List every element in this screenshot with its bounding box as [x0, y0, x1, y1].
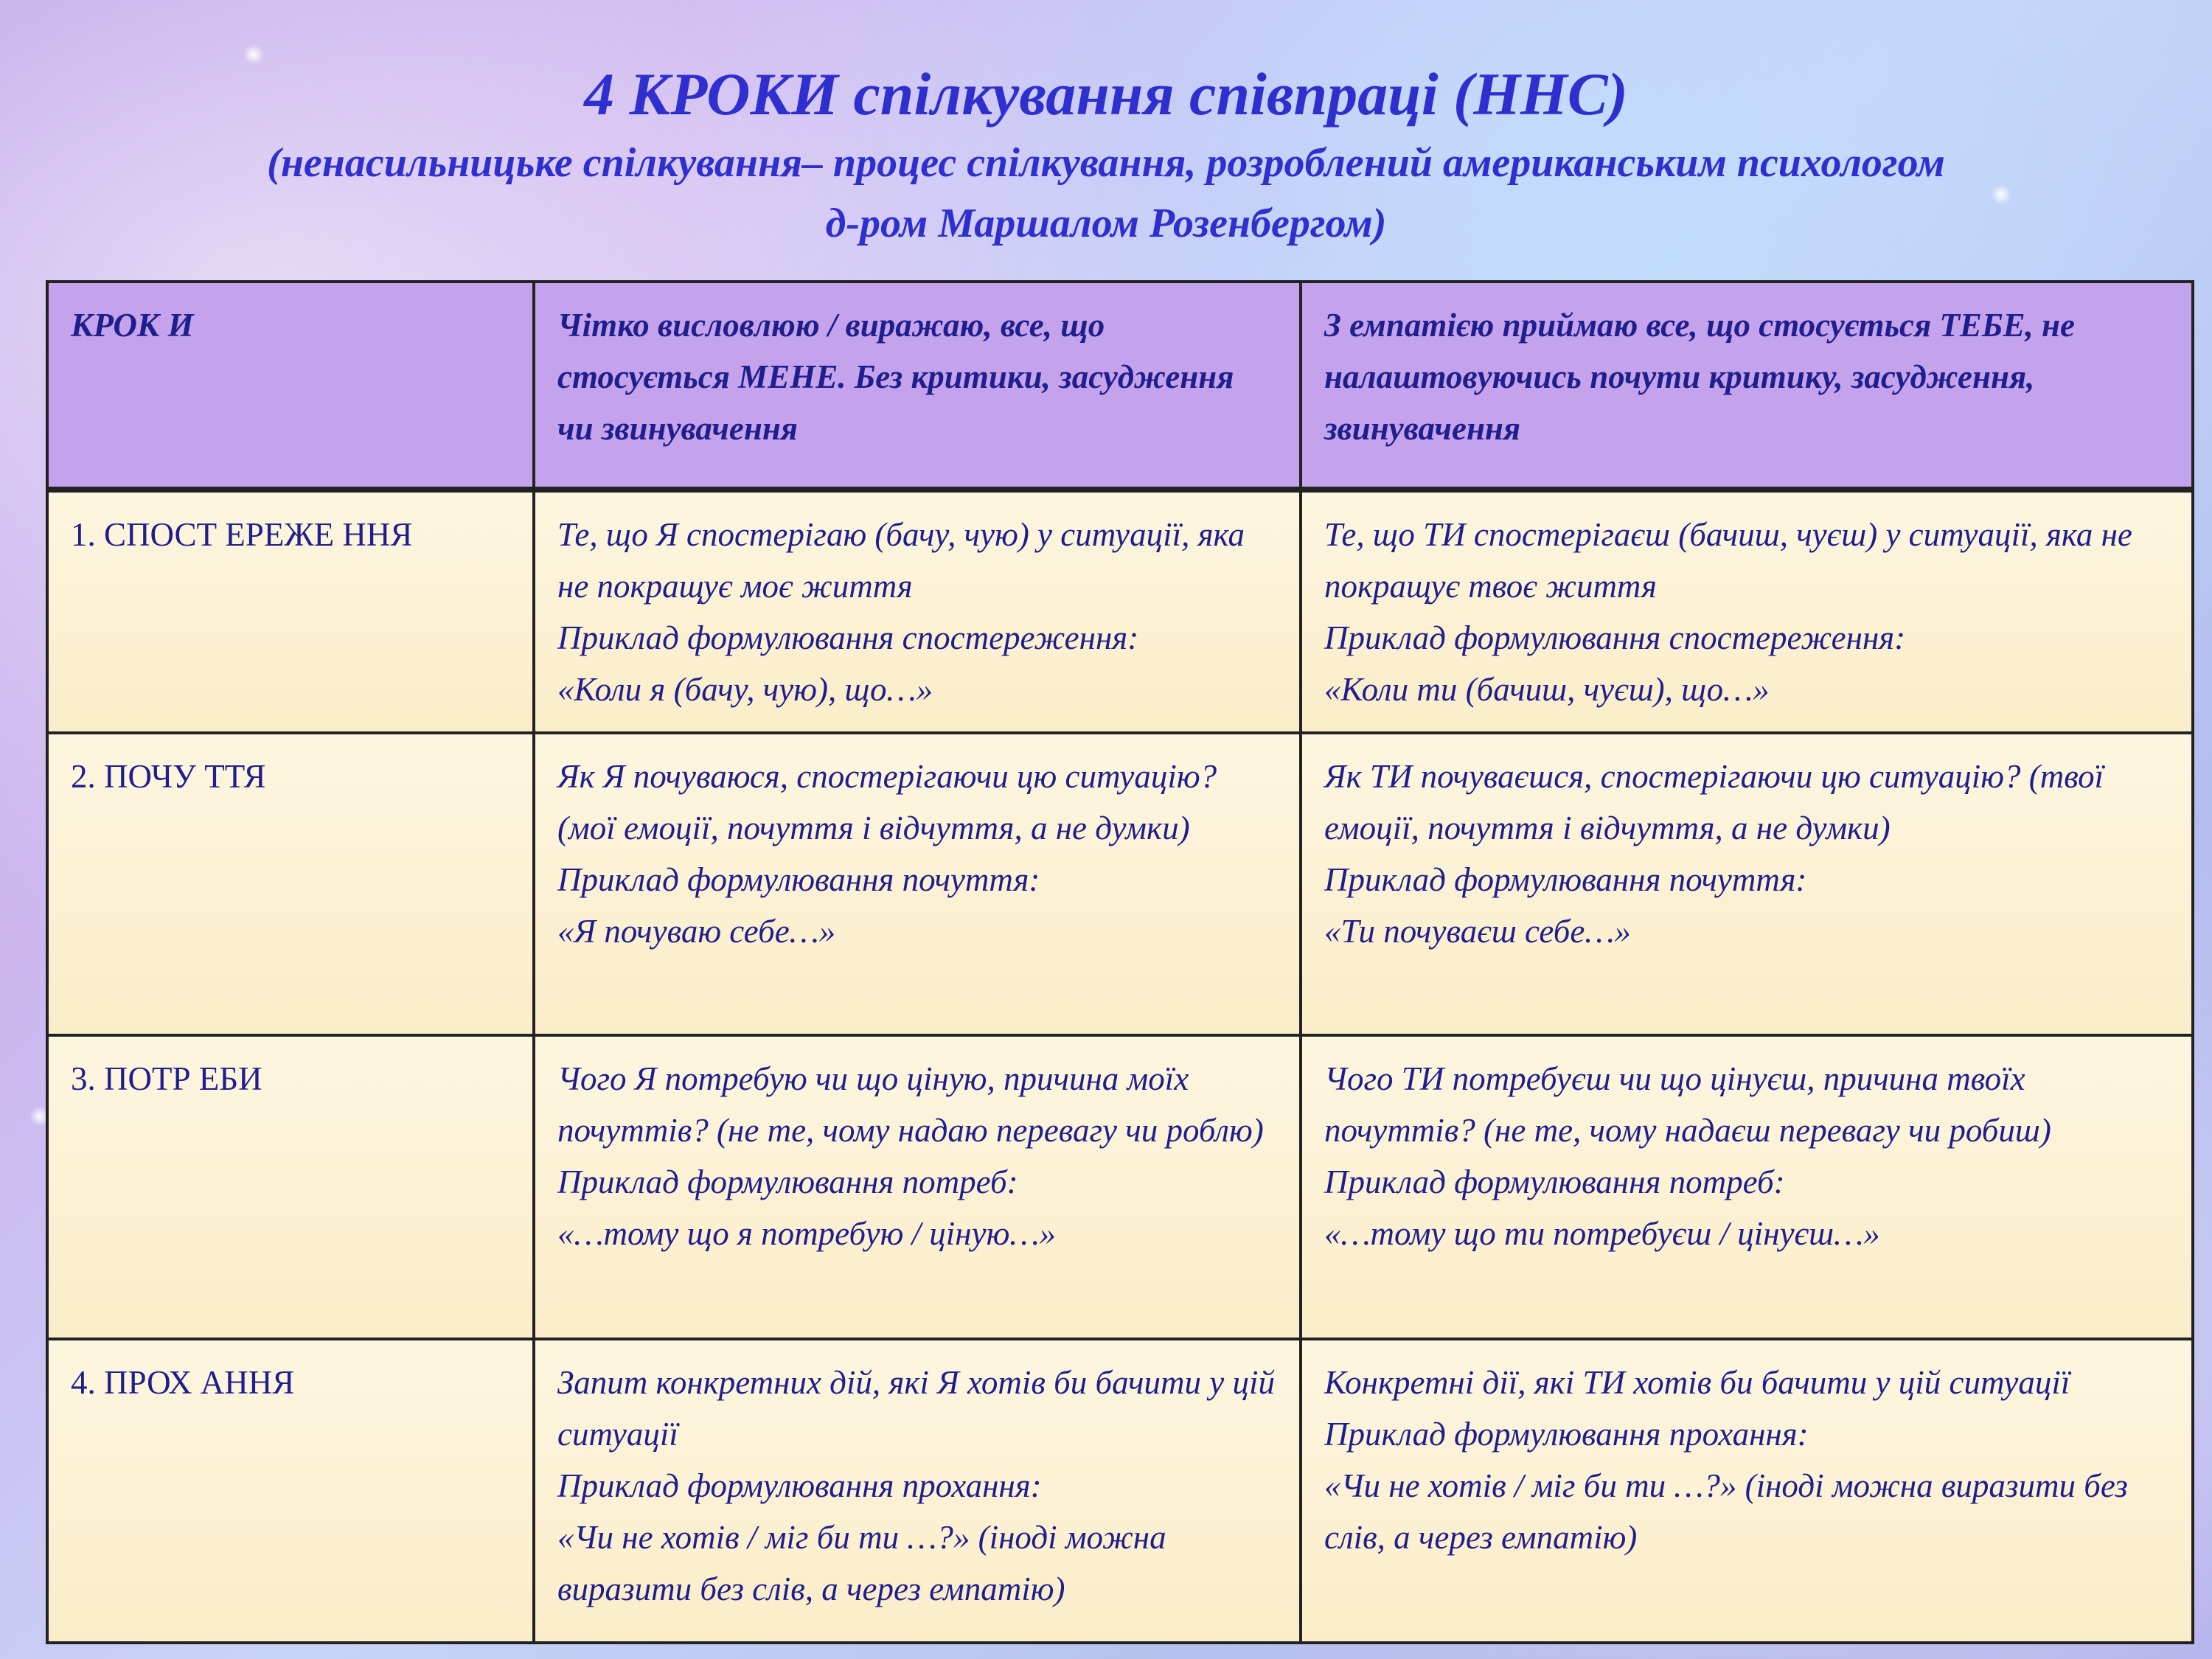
- step-cell: 1. СПОСТ ЕРЕЖЕ ННЯ: [47, 490, 534, 733]
- cell-text: Як ТИ почуваєшся, спостерігаючи цю ситуацію? (твої емоції, почуття і відчуття, а не думки): [1324, 758, 2104, 846]
- cell-text: «Я почуваю себе…»: [557, 913, 836, 950]
- cell-text: Приклад формулювання прохання:: [557, 1467, 1042, 1504]
- subtitle-line: (ненасильницьке спілкування– процес спілкування, розроблений американським психологом: [267, 140, 1945, 186]
- slide-subtitle: [133, 133, 2079, 254]
- header-steps: КРОК И: [47, 282, 534, 490]
- header-you: З емпатією приймаю все, що стосується ТЕБЕ, не налаштовуючись почути критику, засудження, звинувачення: [1301, 282, 2193, 490]
- cell-text: «…тому що ти потребуєш / цінуєш…»: [1324, 1215, 1880, 1252]
- me-cell: [534, 733, 1301, 1035]
- you-cell: [1301, 490, 2193, 733]
- me-cell: [534, 1339, 1301, 1643]
- table-row: [47, 1035, 2193, 1339]
- cell-text: Приклад формулювання почуття:: [1324, 861, 1807, 898]
- cell-text: «Чи не хотів / міг би ти …?» (іноді можна виразити без слів, а через емпатію): [557, 1519, 1166, 1607]
- cell-text: Запит конкретних дій, які Я хотів би бачити у цій ситуації: [557, 1364, 1275, 1453]
- you-cell: [1301, 1035, 2193, 1339]
- step-cell: 2. ПОЧУ ТТЯ: [47, 733, 534, 1035]
- cell-text: Приклад формулювання потреб:: [557, 1164, 1018, 1200]
- table-row: [47, 1339, 2193, 1643]
- me-cell: [534, 490, 1301, 733]
- table-row: [47, 490, 2193, 733]
- subtitle-line: д-ром Маршалом Розенбергом): [825, 201, 1387, 246]
- table-header-row: [47, 282, 2193, 490]
- cell-text: Чого ТИ потребуєш чи що цінуєш, причина твоїх почуттів? (не те, чому надаєш перевагу чи робиш): [1324, 1060, 2051, 1149]
- me-cell: [534, 1035, 1301, 1339]
- header-me: Чітко висловлюю / виражаю, все, що стосується МЕНЕ. Без критики, засудження чи звинувачення: [534, 282, 1301, 490]
- cell-text: Чого Я потребую чи що ціную, причина моїх почуттів? (не те, чому надаю перевагу чи роблю): [557, 1060, 1264, 1149]
- cell-text: «Ти почуваєш себе…»: [1324, 913, 1631, 950]
- cell-text: Приклад формулювання почуття:: [557, 861, 1040, 898]
- cell-text: Те, що Я спостерігаю (бачу, чую) у ситуації, яка не покращує моє життя: [557, 516, 1245, 605]
- steps-table: [46, 280, 2194, 1644]
- step-cell: 4. ПРОХ АННЯ: [47, 1339, 534, 1643]
- cell-text: «Коли ти (бачиш, чуєш), що…»: [1324, 671, 1770, 708]
- cell-text: Те, що ТИ спостерігаєш (бачиш, чуєш) у ситуації, яка не покращує твоє життя: [1324, 516, 2132, 605]
- cell-text: Приклад формулювання спостереження:: [1324, 619, 1906, 656]
- you-cell: [1301, 1339, 2193, 1643]
- cell-text: «Коли я (бачу, чую), що…»: [557, 671, 933, 708]
- cell-text: Як Я почуваюся, спостерігаючи цю ситуацію? (мої емоції, почуття і відчуття, а не думки): [557, 758, 1217, 846]
- step-cell: 3. ПОТР ЕБИ: [47, 1035, 534, 1339]
- cell-text: Конкретні дії, які ТИ хотів би бачити у цій ситуації: [1324, 1364, 2070, 1401]
- you-cell: [1301, 733, 2193, 1035]
- slide-title: 4 КРОКИ спілкування співпраці (ННС): [584, 60, 1628, 128]
- cell-text: Приклад формулювання потреб:: [1324, 1164, 1785, 1200]
- cell-text: Приклад формулювання прохання:: [1324, 1416, 1809, 1453]
- table-row: [47, 733, 2193, 1035]
- cell-text: «…тому що я потребую / ціную…»: [557, 1215, 1056, 1252]
- cell-text: Приклад формулювання спостереження:: [557, 619, 1139, 656]
- cell-text: «Чи не хотів / міг би ти …?» (іноді можна виразити без слів, а через емпатію): [1324, 1467, 2128, 1556]
